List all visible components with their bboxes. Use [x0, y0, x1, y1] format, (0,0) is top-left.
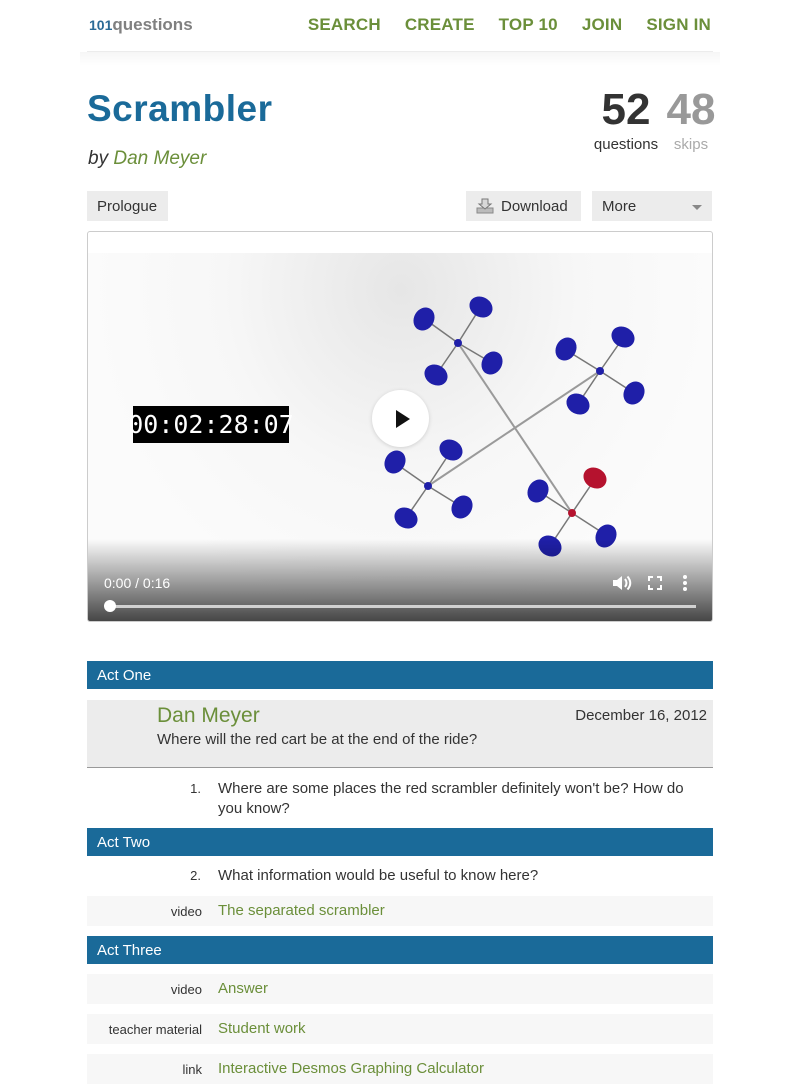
download-icon: [476, 198, 494, 214]
progress-track[interactable]: [108, 605, 696, 608]
nav-create-link[interactable]: CREATE: [404, 15, 475, 34]
question-text: What information would be useful to know here?: [218, 867, 539, 884]
resource-link[interactable]: The separated scrambler: [218, 902, 385, 919]
post-author-link[interactable]: Dan Meyer: [157, 704, 260, 727]
logo-text: questions: [112, 15, 193, 34]
volume-icon[interactable]: [612, 574, 632, 592]
more-label: More: [602, 197, 637, 215]
fullscreen-icon[interactable]: [648, 576, 662, 590]
questions-count: 52: [601, 85, 651, 134]
more-dropdown[interactable]: [592, 191, 712, 221]
questions-label: questions: [593, 136, 659, 153]
resource-link[interactable]: Answer: [218, 980, 269, 997]
post-question: Where will the red cart be at the end of the ride?: [157, 731, 478, 748]
resource-type: teacher material: [108, 1022, 202, 1037]
top-navigation-bar: [87, 0, 713, 52]
nav-join-link[interactable]: JOIN: [581, 15, 623, 34]
post-date: December 16, 2012: [575, 707, 707, 724]
questions-stat: [591, 86, 661, 153]
prologue-label: Prologue: [97, 197, 158, 215]
prologue-button[interactable]: [87, 191, 168, 221]
resource-link[interactable]: Student work: [218, 1020, 306, 1037]
skips-count: 48: [666, 85, 716, 134]
video-player[interactable]: [87, 231, 713, 622]
resource-type: link: [182, 1062, 202, 1077]
video-controls: [88, 539, 713, 621]
skips-label: skips: [673, 136, 709, 153]
post-card: [87, 700, 713, 768]
stats-panel: [591, 86, 717, 153]
resource-row: [87, 1014, 713, 1044]
resource-row: [87, 896, 713, 926]
timer-overlay: 00:02:28:07: [133, 406, 289, 443]
download-button[interactable]: [466, 191, 581, 221]
video-time-display: 0:00 / 0:16: [104, 575, 171, 591]
question-number: 1.: [190, 781, 201, 796]
logo-number: 101: [89, 17, 113, 33]
download-label: Download: [501, 197, 568, 215]
act-one-header: Act One: [87, 661, 713, 689]
skips-stat: [665, 86, 717, 153]
question-text: Where are some places the red scrambler definitely won't be? How do you know?: [218, 780, 684, 817]
act-three-header: Act Three: [87, 936, 713, 964]
progress-scrubber[interactable]: [104, 600, 116, 612]
resource-row: [87, 1054, 713, 1084]
more-options-icon[interactable]: [682, 575, 688, 591]
act-two-header: Act Two: [87, 828, 713, 856]
author-link[interactable]: Dan Meyer: [113, 148, 207, 169]
play-button[interactable]: [372, 390, 429, 447]
resource-link[interactable]: Interactive Desmos Graphing Calculator: [218, 1060, 484, 1077]
resource-row: [87, 974, 713, 1004]
nav-top10-link[interactable]: TOP 10: [498, 15, 558, 34]
nav-signin-link[interactable]: SIGN IN: [646, 15, 711, 34]
chevron-down-icon: [692, 205, 702, 210]
resource-type: video: [170, 982, 202, 997]
byline-prefix: by: [88, 148, 109, 169]
resource-type: video: [170, 904, 202, 919]
site-logo[interactable]: [89, 15, 193, 35]
header-shadow: [80, 52, 720, 66]
byline: [88, 148, 206, 170]
nav-search-link[interactable]: SEARCH: [307, 15, 381, 34]
question-number: 2.: [190, 868, 201, 883]
page-title: Scrambler: [87, 88, 273, 129]
main-nav: [308, 15, 711, 35]
